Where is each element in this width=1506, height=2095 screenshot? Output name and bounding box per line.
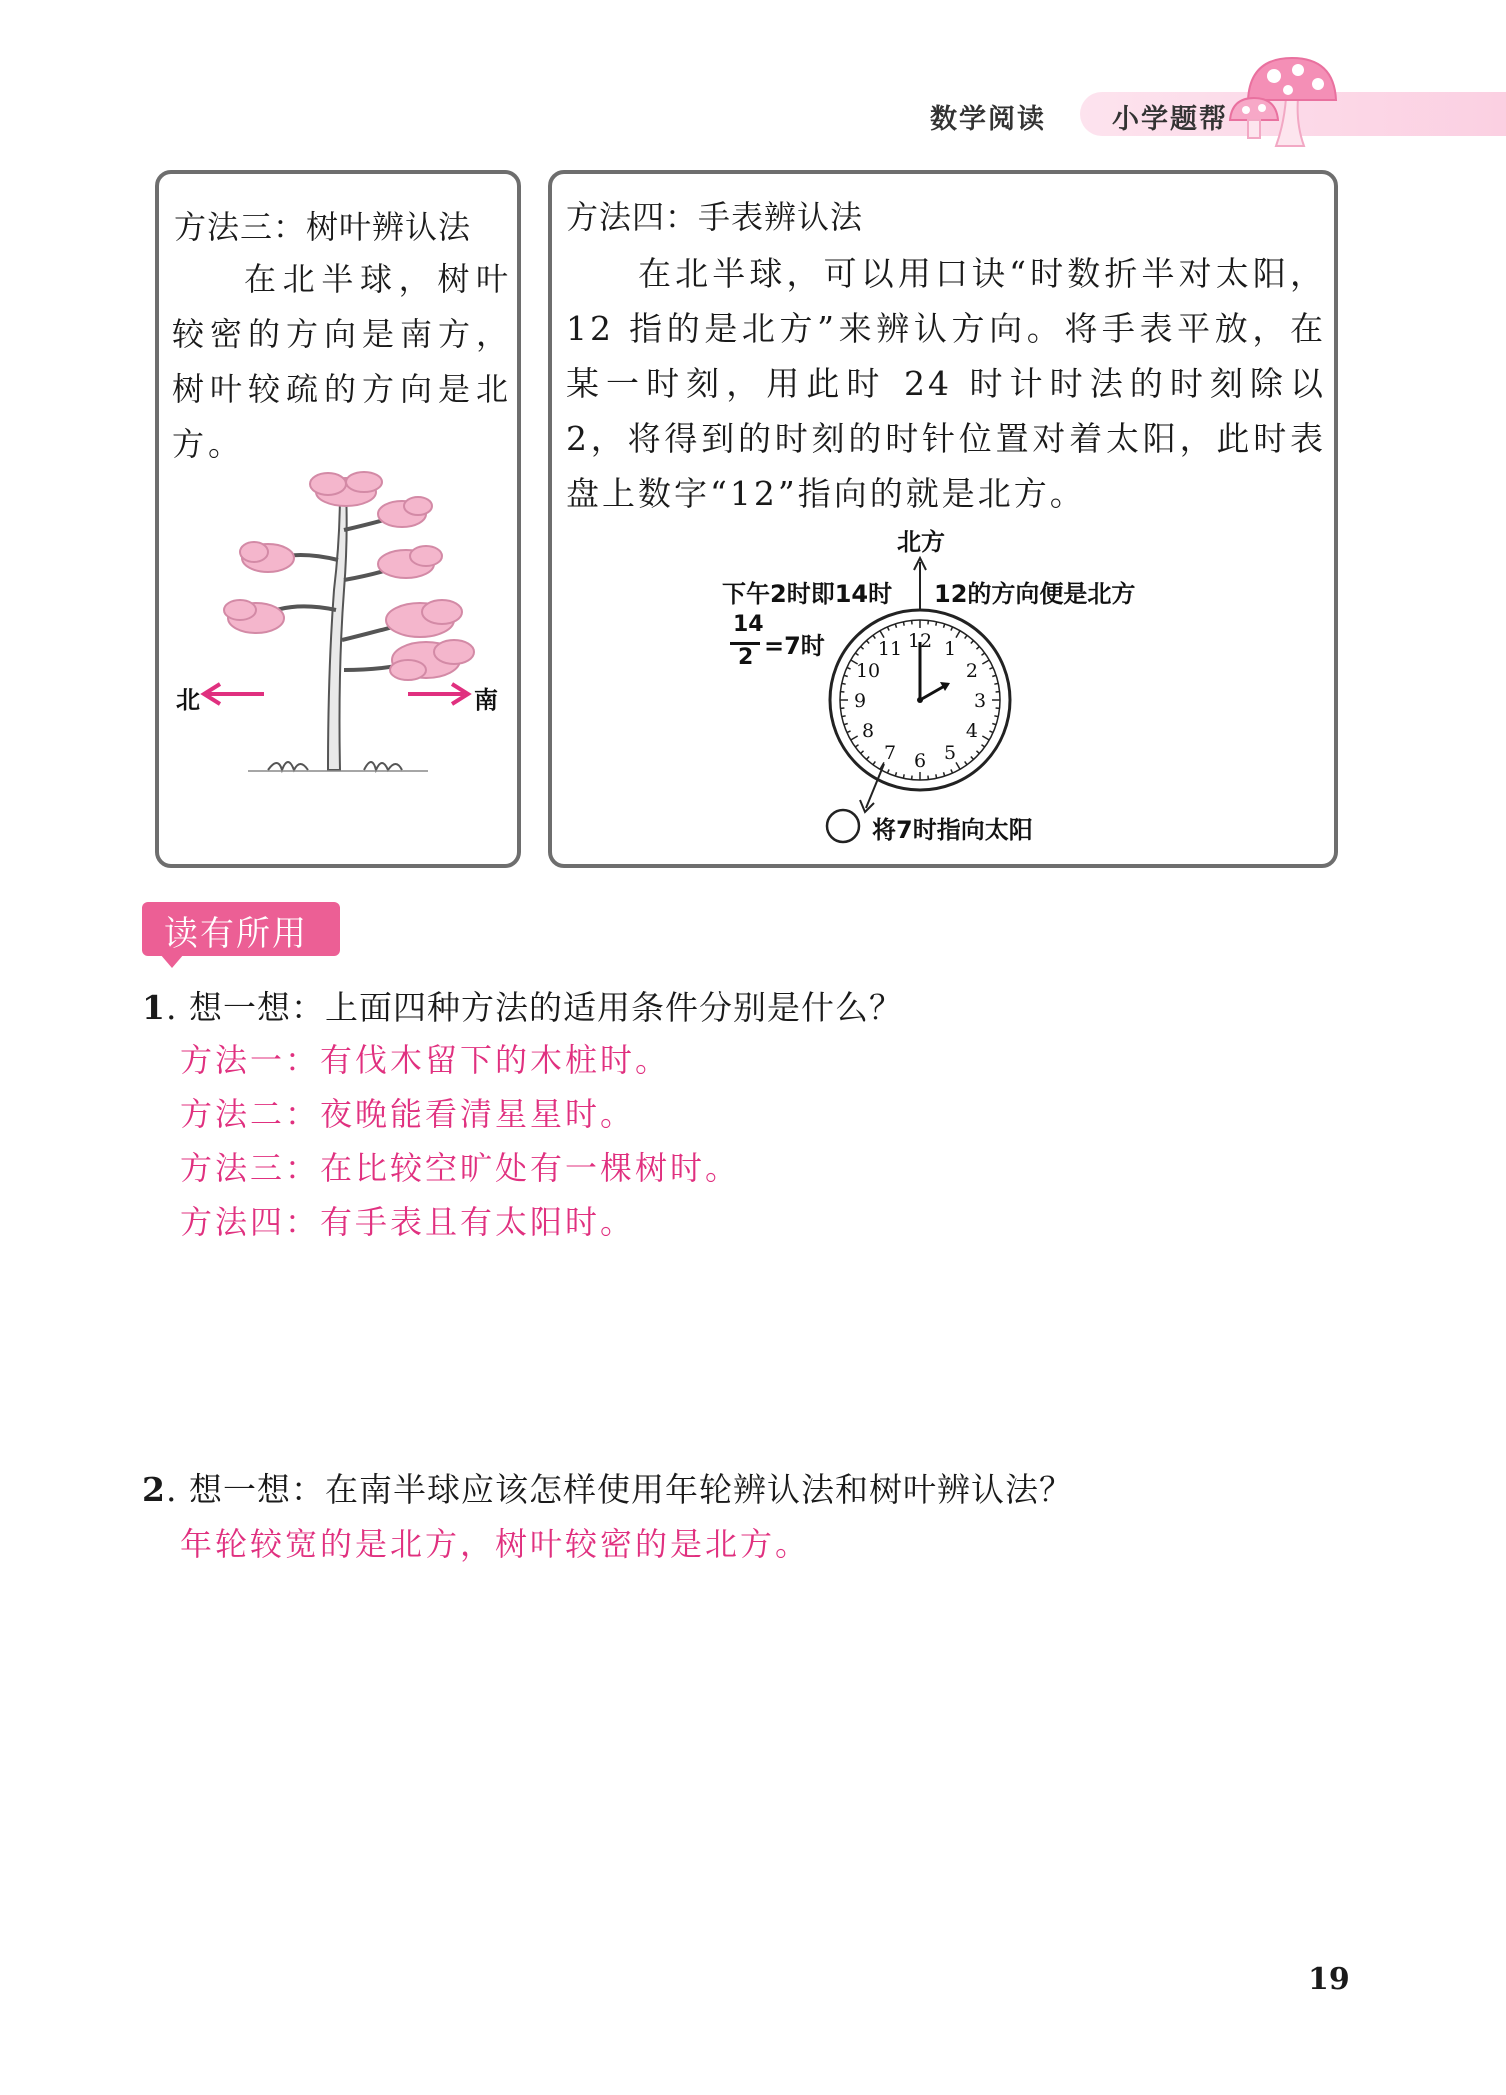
section-tag-tail	[160, 954, 184, 968]
clock-direction-label: 12的方向便是北方	[934, 580, 1136, 608]
clock-number-1: 1	[943, 638, 957, 661]
answer-1-line-1: 方法一：有伐木留下的木桩时。	[180, 1041, 671, 1079]
clock-number-3: 3	[973, 690, 987, 712]
tree-illustration	[168, 470, 508, 790]
question-2	[142, 1468, 1073, 1512]
fraction-numerator: 14	[733, 612, 764, 637]
header-series-title: 小学题帮	[1112, 104, 1228, 135]
fraction-denominator: 2	[738, 645, 754, 670]
answer-1-line-3: 方法三：在比较空旷处有一棵树时。	[180, 1149, 741, 1187]
header-book-title: 数学阅读	[930, 104, 1046, 135]
clock-number-6: 6	[913, 750, 927, 772]
clock-number-4: 4	[965, 720, 979, 742]
tree-north-label: 北	[176, 686, 200, 714]
section-tag-label: 读有所用	[164, 914, 308, 954]
method-three-body: 在北半球，树叶较密的方向是南方，树叶较疏的方向是北方。	[172, 260, 512, 463]
answer-1-line-2: 方法二：夜晚能看清星星时。	[180, 1095, 636, 1133]
clock-time-label: 下午2时即14时	[722, 580, 893, 608]
question-1	[142, 986, 903, 1030]
method-three-title: 方法三：树叶辨认法	[174, 208, 472, 246]
clock-number-12: 12	[907, 630, 933, 652]
tree-south-label: 南	[474, 686, 498, 714]
clock-north-label: 北方	[897, 528, 945, 556]
page-number: 19	[1308, 1962, 1350, 1997]
clock-number-11: 11	[877, 638, 903, 661]
method-four-title: 方法四：手表辨认法	[566, 198, 864, 236]
answer-1-line-4: 方法四：有手表且有太阳时。	[180, 1203, 636, 1241]
clock-number-9: 9	[853, 690, 867, 712]
fraction-result: =7时	[764, 632, 825, 660]
clock-number-8: 8	[861, 720, 875, 742]
question-2-number: 2	[142, 1470, 166, 1509]
question-2-text: . 想一想：在南半球应该怎样使用年轮辨认法和树叶辨认法？	[165, 1470, 1073, 1509]
clock-number-10: 10	[855, 660, 881, 682]
clock-number-5: 5	[943, 741, 957, 764]
clock-figure	[800, 546, 1040, 846]
method-four-body: 在北半球，可以用口诀“时数折半对太阳，12 指的是北方”来辨认方向。将手表平放，在某一时刻，用此时 24 时计时法的时刻除以 2，将得到的时刻的时针位置对着太阳，此时表盘上数字“12”指向的就是北方。	[566, 254, 1326, 513]
question-1-number: 1	[142, 988, 166, 1027]
sun-label: 将7时指向太阳	[872, 816, 1033, 844]
question-1-text: . 想一想：上面四种方法的适用条件分别是什么？	[165, 988, 903, 1027]
answer-2: 年轮较宽的是北方，树叶较密的是北方。	[180, 1525, 811, 1563]
mushroom-icon	[1226, 54, 1346, 150]
clock-number-2: 2	[965, 660, 979, 682]
clock-number-7: 7	[883, 741, 897, 764]
